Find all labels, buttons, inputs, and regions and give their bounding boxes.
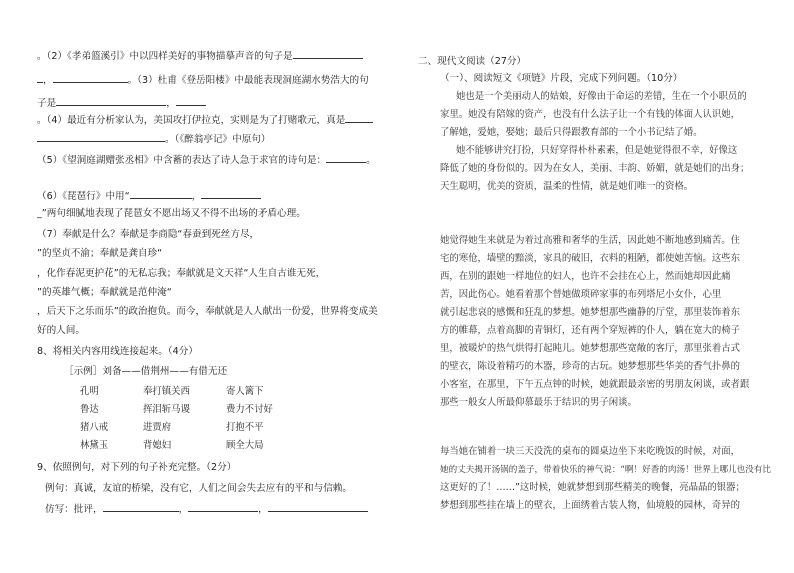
para3-line: 就引起悲哀的感慨和狂乱的梦想。她梦想那些幽静的厅堂，那里装饰着东 [440, 307, 741, 318]
line-4: 。（4）最近有分析家认为，美国攻打伊拉克，实则是为了打赌歌元，真是 [37, 112, 373, 127]
blank[interactable] [103, 501, 179, 512]
section-subheading: （一）、阅读短文《项链》片段，完成下列问题。（10分） [440, 73, 683, 84]
line-14: 好的人间。 [37, 325, 85, 336]
question-8-example: ［示例］刘备——借荆州——有借无还 [64, 366, 228, 377]
blank[interactable] [176, 95, 206, 106]
para3-line: 方的帷幕，点着高脚的青铜灯，还有两个穿短裤的仆人，躺在宽大的椅子 [440, 325, 741, 336]
para3-line: 小客室，在那里，下午五点钟的时候，她就跟最亲密的男朋友闲谈，或者跟 [440, 379, 750, 390]
para3-line: 里，被暖炉的热气烘得打起盹儿。她梦想那些宽敞的客厅，那里张着古式 [440, 343, 741, 354]
para4-line: 这更好的了！……”这时候，她就梦想到那些精美的晚餐，亮晶晶的银器； [440, 482, 745, 493]
line-6: （5）《望洞庭湖赠张丞相》中含蓄的表达了诗人急于求官的诗句是： 。 [37, 152, 376, 167]
para3-line: 的壁衣，陈设着精巧的木器，珍奇的古玩。她梦想那些华美的香气扑鼻的 [440, 361, 741, 372]
para3-line: 宅的寒伧，墙壁的黯淡，家具的破旧，衣料的粗陋，都使她苦恼。这些东 [440, 253, 741, 264]
question-9: 9、依照例句，对下列的句子补充完整。（2分） [37, 462, 237, 473]
blank[interactable] [53, 72, 128, 83]
line-11: ，化作春泥更护花”的无私忘我；奉献就是文天祥“人生自古谁无死， [37, 268, 326, 279]
line-2: ， 。（3）杜甫《登岳阳楼》中最能表现洞庭湖水势浩大的句 [37, 72, 369, 87]
para4-line: 她的丈夫揭开汤锅的盖子，带着快乐的神气说：“啊！好香的肉汤！世界上哪儿也没有比 [440, 465, 772, 475]
line-1: 。（2）《孝弟篮溪引》中以四样美好的事物描摹声音的句子是 [37, 48, 363, 63]
para3-line: 她觉得她生来就是为着过高雅和奢华的生活，因此她不断地感到痛苦。住 [440, 235, 741, 246]
blank[interactable] [201, 188, 261, 199]
question-8: 8、将相关内容用线连接起来。（4分） [37, 346, 198, 357]
blank[interactable] [130, 188, 192, 199]
line-12: ”的英雄气概；奉献就是范仲淹“ [37, 287, 172, 298]
para3-line: 那些一般女人所最仰慕最乐于结识的男子闲谈。 [440, 397, 637, 408]
line-13: ，后天下之乐而乐”的政治抱负。而今，奉献就是人人献出一份爱，世界将变成美 [37, 306, 378, 317]
para3-line: 西，在别的跟她一样地位的妇人，也许不会挂在心上，然而她却因此痛 [440, 271, 731, 282]
para1-line: 家里。她没有陪嫁的资产，也没有什么法子让一个有钱的体面人认识她， [440, 109, 741, 120]
para2-line: 天生聪明，优美的资质，温柔的性情，就是她们唯一的资格。 [440, 181, 694, 192]
line-7: （6）《琵琶行》中用“ ， [37, 188, 261, 203]
section-heading: 二、现代文阅读（27分） [418, 56, 527, 67]
para3-line: 苦，因此伤心。她看着那个替她做琐碎家事的布列塔尼小女仆，心里 [440, 289, 722, 300]
blank[interactable] [326, 152, 366, 163]
line-3: 子是 ， [37, 95, 206, 110]
blank[interactable] [56, 95, 166, 106]
example-sentence: 例句：真诚，友谊的桥梁，没有它，人们之间会失去应有的平和与信赖。 [45, 483, 352, 494]
para1-line: 她也是一个美丽动人的姑娘，好像由于命运的差错，生在一个小职员的 [456, 91, 747, 102]
blank[interactable] [293, 48, 363, 59]
para4-line: 每当她在铺着一块三天没洗的桌布的圆桌边坐下来吃晚饭的时候，对面， [440, 446, 741, 457]
blank[interactable] [345, 112, 373, 123]
imitation-line: 仿写：批评， ， ， [45, 501, 368, 516]
line-9: （7）奉献是什么？奉献是李商隐“春蚕到死丝方尽， [37, 229, 260, 240]
line-5: 。（《醉翁亭记》中原句） [37, 131, 271, 146]
blank[interactable] [37, 131, 165, 142]
para4-line: 梦想到那些挂在墙上的壁衣，上面绣着古装人物，仙境般的园林，奇异的 [440, 500, 741, 511]
line-10: ”的坚贞不渝；奉献是龚自珍“ [37, 248, 163, 259]
line-8: _”两句细腻地表现了琵琶女不愿出场又不得不出场的矛盾心理。 [37, 208, 306, 219]
para2-line: 她不能够讲究打扮，只好穿得朴朴素素，但是她觉得很不幸，好像这 [456, 145, 738, 156]
blank[interactable] [188, 501, 258, 512]
para1-line: 了解她，爱她，娶她；最后只得跟教育部的一个小书记结了婚。 [440, 127, 703, 138]
document-page: 。（2）《孝弟篮溪引》中以四样美好的事物描摹声音的句子是 ， 。（3）杜甫《登岳阳楼》中最能表现洞庭湖水势浩大的句 子是 ， 。（4）最近有分析家认为，美国攻打伊拉克，实则是为了打赌歌元，真是 。（《醉翁亭记》中原句） （5）《望洞庭湖赠张丞相》中含蓄的表达了诗人急于求官的诗句是： 。 （6）《琵琶行》中用“ ， _”两句细腻地表现了琵琶女不愿出场又不得不出场的矛盾心理。 （7）奉献是什么？奉献是李商隐“春蚕到死丝方尽， ”的坚贞不渝；奉献是龚自珍“ ，化作春泥更护花”的无私忘我；奉献就是文天祥“人生自古谁无死， ”的英雄气概；奉献就是范仲淹“ ，后天下之乐而乐”的政治抱负。而今，奉献就是人人献出一份爱，世界将变成美 好的人间。 8、将相关内容用线连接起来。（4分） ［示例］刘备——借荆州——有借无还 孔明 奉打镇关西 寄人篱下 鲁达 挥泪斩马谡 费力不讨好 猪八戒 进贾府 打抱不平 林黛玉 背媳妇 顾全大局 9、依照例句，对下列的句子补充完整。（2分） 例句：真诚，友谊的桥梁，没有它，人们之间会失去应有的平和与信赖。 仿写：批评， ， ， 二、现代文阅读（27分） （一）、阅读短文《项链》片段，完成下列问题。（10分） 她也是一个美丽动人的姑娘，好像由于命运的差错，生在一个小职员的 家里。她没有陪嫁的资产，也没有什么法子让一个有钱的体面人认识她， 了解她，爱她，娶她；最后只得跟教育部的一个小书记结了婚。 她不能够讲究打扮，只好穿得朴朴素素，但是她觉得很不幸，好像这 降低了她的身份似的。因为在女人，美丽、丰韵、娇媚，就是她们的出身； 天生聪明，优美的资质，温柔的性情，就是她们唯一的资格。 她觉得她生来就是为着过高雅和奢华的生活，因此她不断地感到痛苦。住 宅的寒伧，墙壁的黯淡，家具的破旧，衣料的粗陋，都使她苦恼。这些东 西，在别的跟她一样地位的妇人，也许不会挂在心上，然而她却因此痛 苦，因此伤心。她看着那个替她做琐碎家事的布列塔尼小女仆，心里 就引起悲哀的感慨和狂乱的梦想。她梦想那些幽静的厅堂，那里装饰着东 方的帷幕，点着高脚的青铜灯，还有两个穿短裤的仆人，躺在宽大的椅子 里，被暖炉的热气烘得打起盹儿。她梦想那些宽敞的客厅，那里张着古式 的壁衣，陈设着精巧的木器，珍奇的古玩。她梦想那些华美的香气扑鼻的 小客室，在那里，下午五点钟的时候，她就跟最亲密的男朋友闲谈，或者跟 那些一般女人所最仰慕最乐于结识的男子闲谈。 每当她在铺着一块三天没洗的桌布的圆桌边坐下来吃晚饭的时候，对面， 她的丈夫揭开汤锅的盖子，带着快乐的神气说：“啊！好香的肉汤！世界上哪儿也没有比 这更好的了！……”这时候，她就梦想到那些精美的晚餐，亮晶晶的银器； 梦想到那些挂在墙上的壁衣，上面绣着古装人物，仙境般的园林，奇异的 [0, 0, 794, 573]
blank[interactable] [268, 501, 368, 512]
para2-line: 降低了她的身份似的。因为在女人，美丽、丰韵、娇媚，就是她们的出身； [440, 163, 750, 174]
